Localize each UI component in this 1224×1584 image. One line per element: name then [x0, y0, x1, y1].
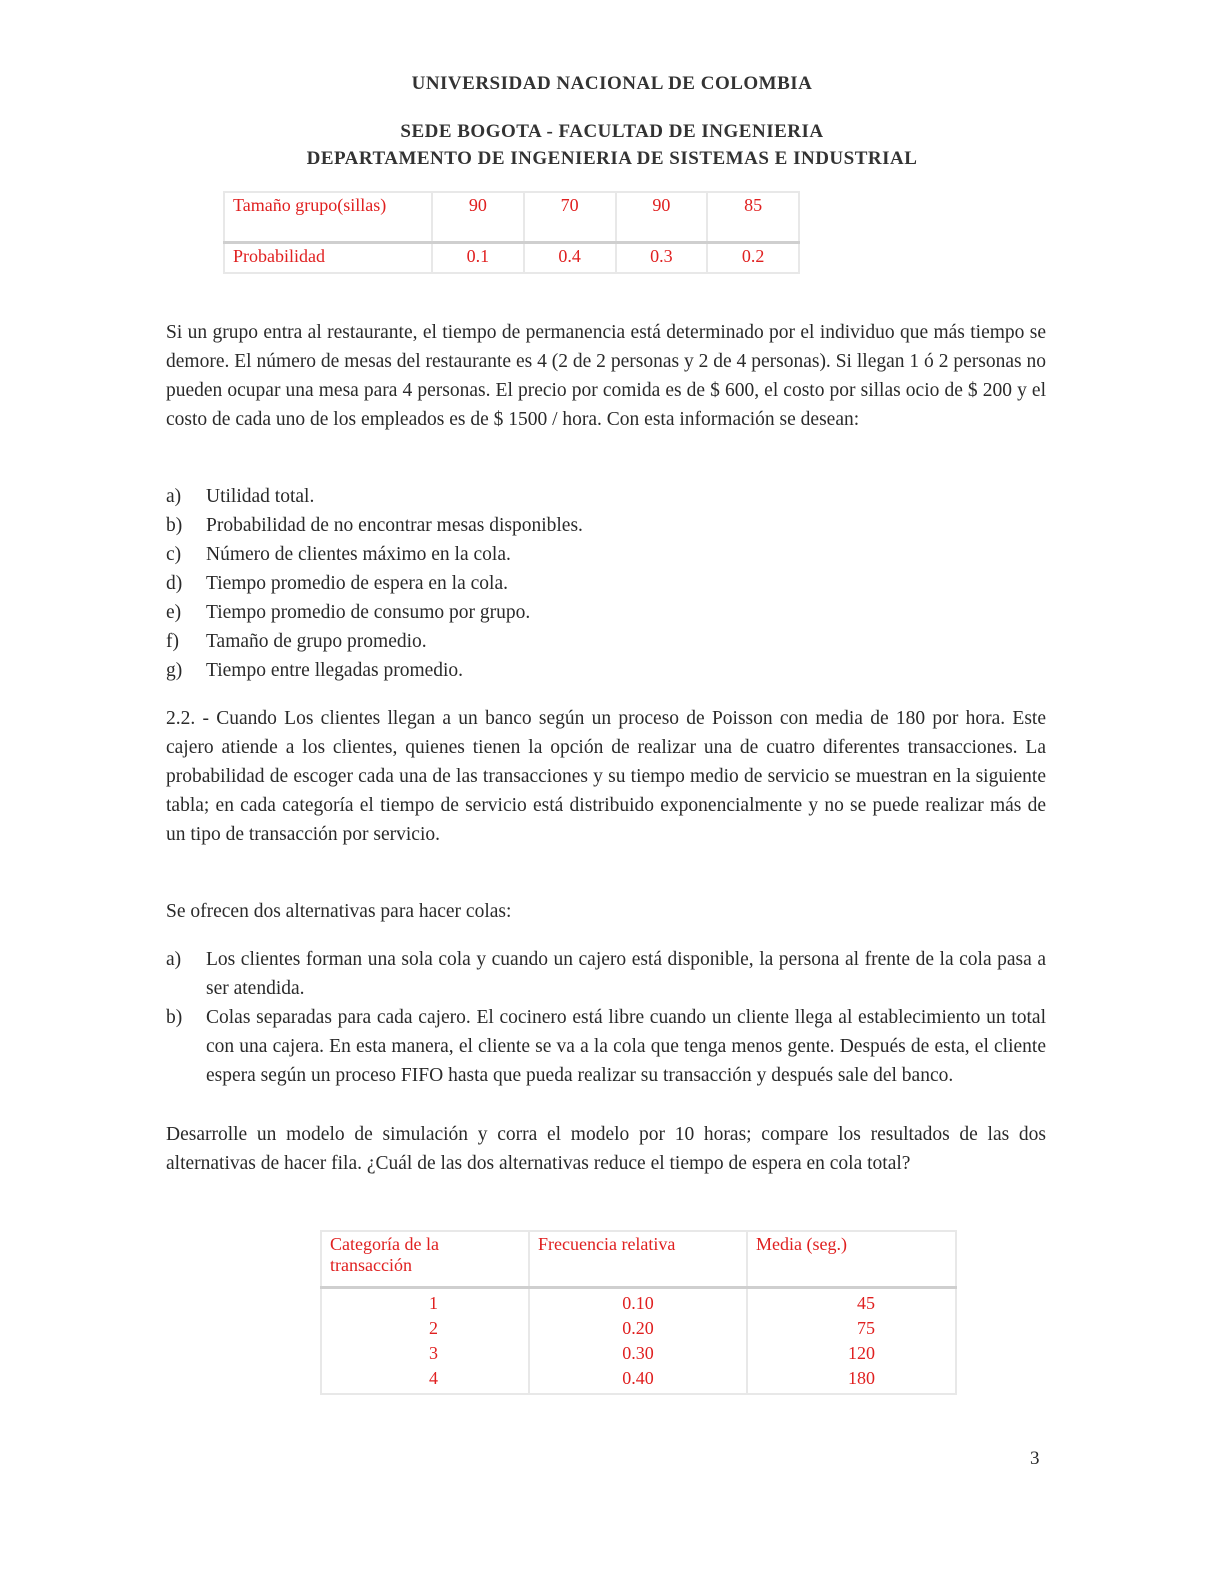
table-cell: Tamaño grupo(sillas) — [224, 192, 432, 243]
table-cell: 90 — [616, 192, 708, 243]
cell-value: 0.10 — [622, 1293, 654, 1313]
list-item — [166, 598, 1046, 627]
table-cell: 70 — [524, 192, 616, 243]
cell-value: 1 — [429, 1293, 438, 1313]
list-text: Probabilidad de no encontrar mesas disponibles. — [206, 515, 583, 536]
list-marker: f) — [166, 631, 179, 652]
list-marker: e) — [166, 602, 182, 623]
cell-value: 4 — [429, 1368, 438, 1388]
table-header-row — [321, 1231, 956, 1288]
list-item — [166, 1003, 1046, 1090]
university-title: UNIVERSIDAD NACIONAL DE COLOMBIA — [411, 73, 813, 94]
table-cell — [747, 1288, 956, 1395]
table-cell — [321, 1288, 529, 1395]
cell-value: 0.20 — [622, 1318, 654, 1338]
list-text: Utilidad total. — [206, 486, 315, 507]
table-cell: 85 — [707, 192, 799, 243]
page-number: 3 — [1030, 1448, 1040, 1469]
table-cell: Probabilidad — [224, 243, 432, 274]
list-item — [166, 569, 1046, 598]
list-marker: b) — [166, 1007, 183, 1028]
table-cell: 90 — [432, 192, 524, 243]
question-list-restaurant — [166, 482, 1046, 685]
list-text: Tiempo promedio de consumo por grupo. — [206, 602, 531, 623]
list-marker: a) — [166, 486, 182, 507]
cell-value: 120 — [848, 1343, 875, 1363]
list-text: Tiempo promedio de espera en la cola. — [206, 573, 508, 594]
paragraph-restaurant: Si un grupo entra al restaurante, el tiempo de permanencia está determinado por el individuo que más tiempo se demore. El número de mesas del restaurante es 4 (2 de 2 personas y 2 de 4 personas). Si llegan 1 ó 2 personas no pueden ocupar una mesa para 4 personas. El precio por comida es de $ 600, el costo por sillas ocio de $ 200 y el costo de cada uno de los empleados es de $ 1500 / hora. Con esta información se desean: — [166, 322, 1046, 430]
cell-value: 0.30 — [622, 1343, 654, 1363]
cell-value: 180 — [848, 1368, 875, 1388]
list-item — [166, 540, 1046, 569]
transaction-table — [320, 1230, 957, 1395]
table-row — [224, 243, 799, 274]
list-text: Número de clientes máximo en la cola. — [206, 544, 511, 565]
alternatives-list — [166, 945, 1046, 1090]
list-marker: b) — [166, 515, 183, 536]
cell-value: 2 — [429, 1318, 438, 1338]
list-item — [166, 627, 1046, 656]
cell-value: 0.40 — [622, 1368, 654, 1388]
list-item — [166, 656, 1046, 685]
paragraph-simulation: Desarrolle un modelo de simulación y corra el modelo por 10 horas; compare los resultados de las dos alternativas de hacer fila. ¿Cuál de las dos alternativas reduce el tiempo de espera en cola total? — [166, 1124, 1046, 1174]
paragraph-alternatives: Se ofrecen dos alternativas para hacer colas: — [166, 901, 512, 922]
list-item — [166, 482, 1046, 511]
table-cell: 0.4 — [524, 243, 616, 274]
list-text: Tiempo entre llegadas promedio. — [206, 660, 464, 681]
faculty-title: SEDE BOGOTA - FACULTAD DE INGENIERIA — [400, 121, 824, 142]
list-item — [166, 945, 1046, 1003]
table-cell — [529, 1288, 747, 1395]
department-title: DEPARTAMENTO DE INGENIERIA DE SISTEMAS E INDUSTRIAL — [306, 148, 918, 169]
list-marker: c) — [166, 544, 182, 565]
list-text: Colas separadas para cada cajero. El cocinero está libre cuando un cliente llega al establecimiento un total con una cajera. En esta manera, el cliente se va a la cola que tenga menos gente. Después de esta, el cliente espera según un proceso FIFO hasta que pueda realizar su transacción y después sale del banco. — [206, 1007, 1046, 1086]
table-header-cell: Media (seg.) — [747, 1231, 956, 1288]
table-header-cell: Categoría de la transacción — [321, 1231, 529, 1288]
list-text: Tamaño de grupo promedio. — [206, 631, 427, 652]
list-marker: d) — [166, 573, 183, 594]
table-cell: 0.3 — [616, 243, 708, 274]
table-header-cell: Frecuencia relativa — [529, 1231, 747, 1288]
table-row — [224, 192, 799, 243]
cell-value: 75 — [857, 1318, 875, 1338]
group-size-table — [223, 191, 800, 274]
list-item — [166, 511, 1046, 540]
list-marker: g) — [166, 660, 183, 681]
cell-value: 45 — [857, 1293, 875, 1313]
list-marker: a) — [166, 949, 182, 970]
table-cell: 0.2 — [707, 243, 799, 274]
cell-value: 3 — [429, 1343, 438, 1363]
paragraph-bank-problem: 2.2. - Cuando Los clientes llegan a un banco según un proceso de Poisson con media de 180 por hora. Este cajero atiende a los clientes, quienes tienen la opción de realizar una de cuatro diferentes transacciones. La probabilidad de escoger cada una de las transacciones y su tiempo medio de servicio se muestran en la siguiente tabla; en cada categoría el tiempo de servicio está distribuido exponencialmente y no se puede realizar más de un tipo de transacción por servicio. — [166, 708, 1046, 845]
table-cell: 0.1 — [432, 243, 524, 274]
list-text: Los clientes forman una sola cola y cuando un cajero está disponible, la persona al frente de la cola pasa a ser atendida. — [206, 949, 1046, 999]
table-row — [321, 1288, 956, 1395]
